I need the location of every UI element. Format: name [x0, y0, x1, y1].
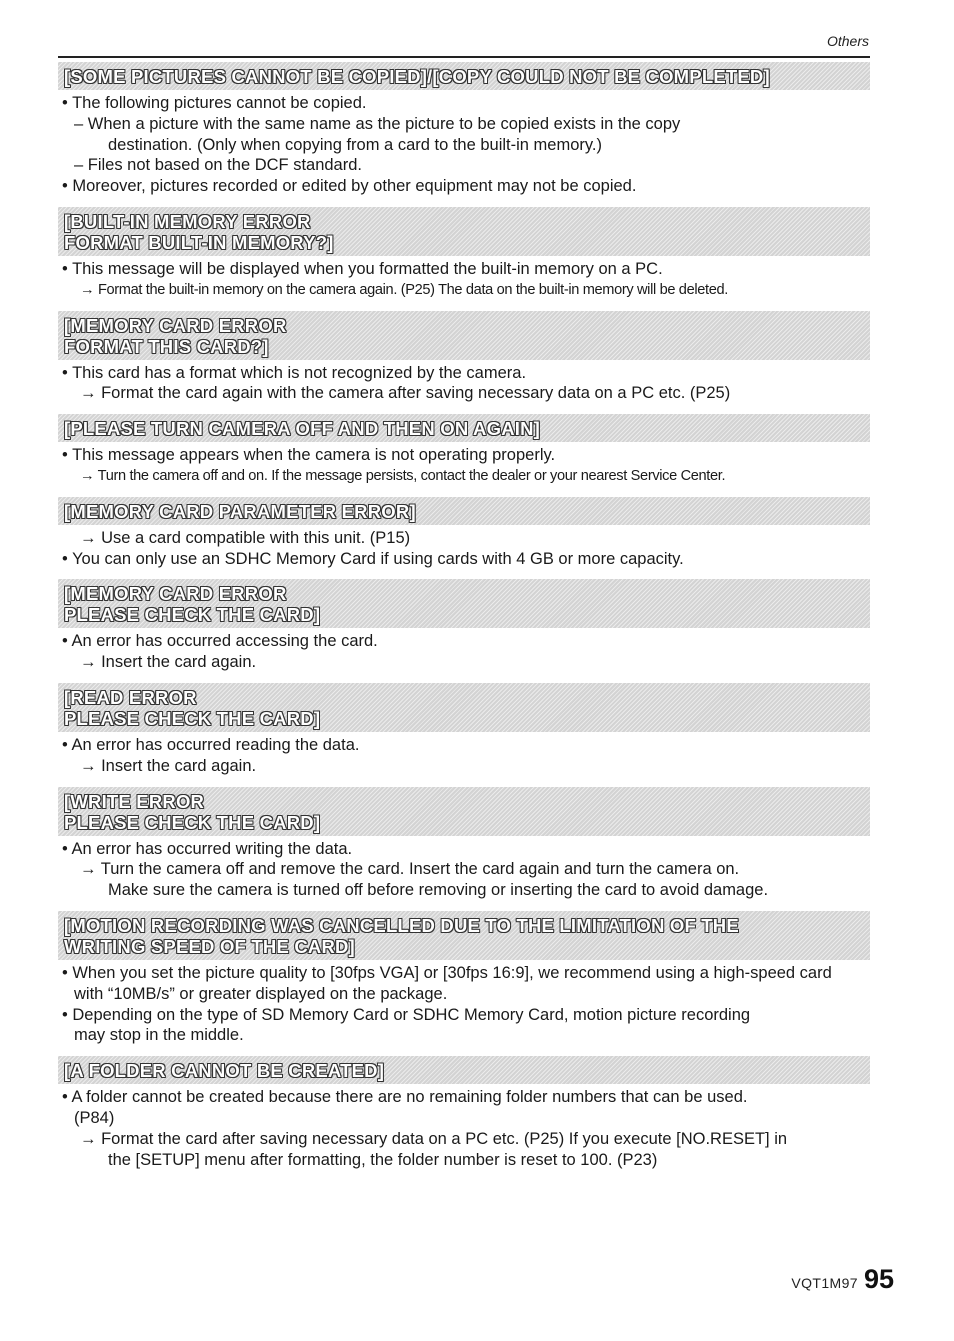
message-title-line: [READ ERROR — [64, 686, 197, 708]
message-title-bar — [58, 62, 870, 90]
message-description — [58, 960, 870, 1056]
message-title-line: [MEMORY CARD ERROR — [64, 583, 287, 605]
description-line: • When you set the picture quality to [30fps VGA] or [30fps 16:9], we recommend using a high-speed card — [62, 963, 832, 982]
description-line: • This message will be displayed when you formatted the built-in memory on a PC. — [62, 259, 663, 278]
message-title-line: PLEASE CHECK THE CARD] — [64, 707, 321, 729]
page-footer — [791, 1264, 894, 1295]
message-title-line: [MOTION RECORDING WAS CANCELLED DUE TO THE LIMITATION OF THE — [64, 914, 739, 936]
message-title-bar — [58, 1056, 870, 1084]
message-title-bar — [58, 911, 870, 960]
message-title-line: [BUILT-IN MEMORY ERROR — [64, 210, 311, 232]
remedy-line: → Format the built-in memory on the camera again. (P25) The data on the built-in memory will be deleted. — [80, 281, 728, 298]
header-rule — [58, 56, 870, 58]
message-title-bar — [58, 579, 870, 628]
message-description — [58, 525, 870, 580]
content — [58, 62, 870, 1180]
message-title-line: [WRITE ERROR — [64, 790, 205, 812]
message-entry — [58, 683, 870, 787]
description-line: • You can only use an SDHC Memory Card if using cards with 4 GB or more capacity. — [62, 549, 684, 568]
description-line: • A folder cannot be created because there are no remaining folder numbers that can be used. — [62, 1088, 748, 1107]
description-line: (P84) — [74, 1108, 115, 1127]
message-title-bar — [58, 311, 870, 360]
message-title-line: [A FOLDER CANNOT BE CREATED] — [64, 1060, 385, 1082]
message-title-line: [SOME PICTURES CANNOT BE COPIED]/[COPY COULD NOT BE COMPLETED] — [64, 66, 770, 87]
message-description — [58, 1084, 870, 1180]
remedy-line: → Turn the camera off and on. If the message persists, contact the dealer or your nearest Service Center. — [80, 467, 726, 484]
description-line: • This card has a format which is not recognized by the camera. — [62, 363, 527, 382]
remedy-line: → Format the card again with the camera after saving necessary data on a PC etc. (P25) — [80, 384, 731, 403]
message-description — [58, 360, 870, 415]
description-line: • An error has occurred reading the data. — [62, 735, 360, 754]
message-entry — [58, 579, 870, 683]
section-label: Others — [826, 33, 869, 49]
message-description — [58, 732, 870, 787]
message-entry — [58, 207, 870, 311]
page-number: 95 — [863, 1264, 894, 1294]
message-entry — [58, 311, 870, 415]
description-line: – When a picture with the same name as the picture to be copied exists in the copy — [74, 114, 681, 133]
message-description — [58, 90, 870, 207]
remedy-line: → Insert the card again. — [80, 653, 257, 672]
message-title-bar — [58, 497, 870, 525]
message-title-bar — [58, 207, 870, 256]
message-title-line: [MEMORY CARD ERROR — [64, 314, 287, 336]
message-title-line: WRITING SPEED OF THE CARD] — [64, 935, 355, 957]
description-line: Make sure the camera is turned off before removing or inserting the card to avoid damage. — [108, 881, 769, 900]
message-description — [58, 442, 870, 497]
message-title-line: FORMAT THIS CARD?] — [64, 335, 269, 357]
description-line: • The following pictures cannot be copied. — [62, 94, 367, 112]
message-entry — [58, 911, 870, 1056]
message-description — [58, 628, 870, 683]
message-title-bar — [58, 683, 870, 732]
message-title-line: [MEMORY CARD PARAMETER ERROR] — [64, 500, 416, 522]
message-description — [58, 256, 870, 311]
description-line: • An error has occurred writing the data. — [62, 839, 353, 858]
message-entry — [58, 787, 870, 911]
remedy-line: → Format the card after saving necessary data on a PC etc. (P25) If you execute [NO.RESET] in — [80, 1129, 788, 1148]
message-entry — [58, 414, 870, 497]
message-title-bar — [58, 414, 870, 442]
description-line: • Moreover, pictures recorded or edited by other equipment may not be copied. — [62, 177, 637, 196]
message-description — [58, 836, 870, 911]
model-code: VQT1M97 — [791, 1275, 858, 1291]
description-line: may stop in the middle. — [74, 1026, 244, 1045]
message-title-line: FORMAT BUILT-IN MEMORY?] — [64, 231, 334, 253]
description-line: destination. (Only when copying from a card to the built-in memory.) — [108, 135, 602, 154]
message-entry — [58, 497, 870, 580]
description-line: • Depending on the type of SD Memory Card or SDHC Memory Card, motion picture recording — [62, 1005, 751, 1024]
message-entry — [58, 1056, 870, 1180]
description-line: the [SETUP] menu after formatting, the folder number is reset to 100. (P23) — [108, 1150, 658, 1169]
message-title-line: PLEASE CHECK THE CARD] — [64, 811, 321, 833]
message-entry — [58, 62, 870, 207]
message-title-line: [PLEASE TURN CAMERA OFF AND THEN ON AGAIN] — [64, 418, 541, 440]
description-line: • This message appears when the camera is not operating properly. — [62, 446, 556, 465]
description-line: with “10MB/s” or greater displayed on the package. — [74, 984, 448, 1003]
remedy-line: → Turn the camera off and remove the card. Insert the card again and turn the camera on. — [80, 860, 740, 879]
remedy-line: → Insert the card again. — [80, 756, 257, 775]
message-title-line: PLEASE CHECK THE CARD] — [64, 604, 321, 626]
message-title-bar — [58, 787, 870, 836]
description-line: – Files not based on the DCF standard. — [74, 156, 362, 175]
remedy-line: → Use a card compatible with this unit. (P15) — [80, 528, 411, 547]
description-line: • An error has occurred accessing the card. — [62, 632, 378, 651]
